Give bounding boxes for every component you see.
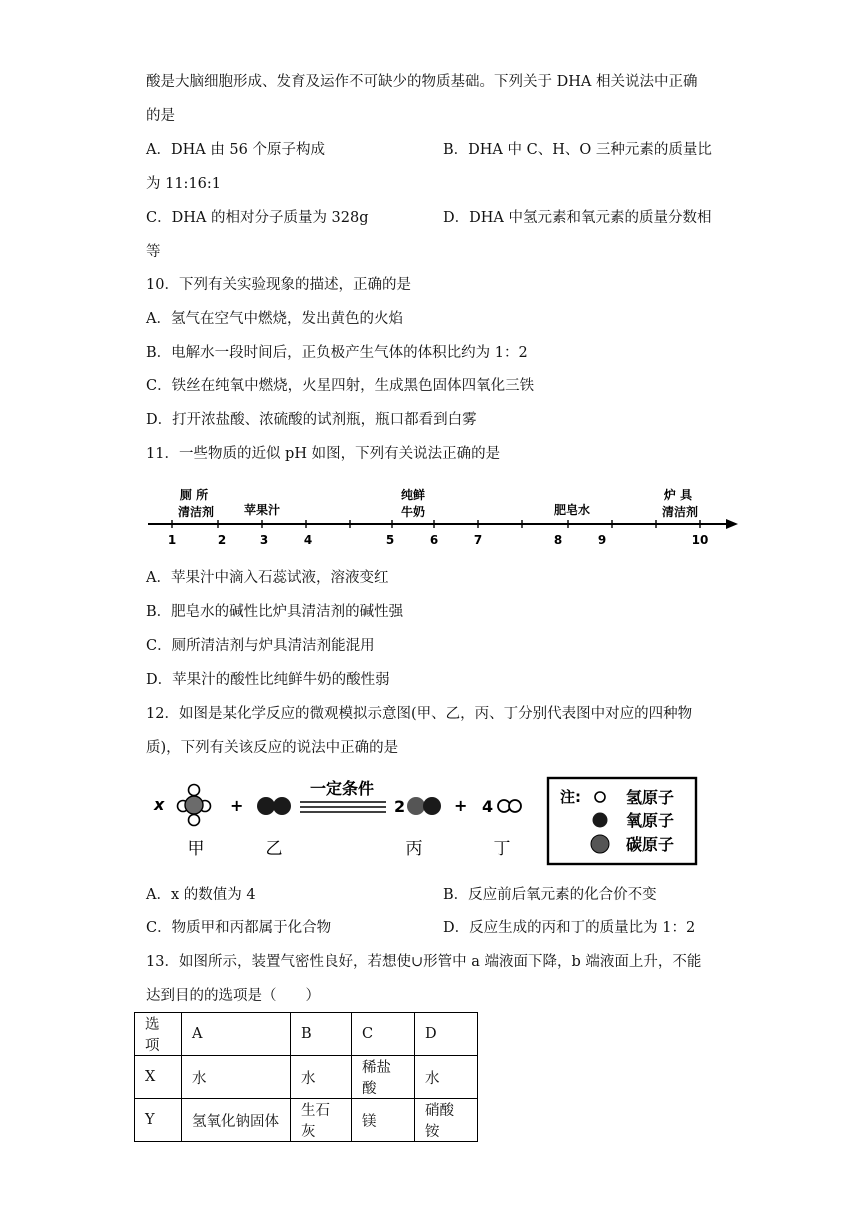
name-ding: 丁 — [493, 839, 511, 859]
ph-label-stove-1: 炉 具 — [663, 488, 693, 502]
table-cell: C — [352, 1013, 415, 1056]
table-cell: 镁 — [352, 1099, 415, 1142]
table-cell: 稀盐酸 — [352, 1056, 415, 1099]
q12-stem-line2: 质)，下列有关该反应的说法中正确的是 — [146, 740, 399, 756]
ph-tick-8: 8 — [553, 533, 563, 547]
coef-4: 4 — [482, 797, 494, 816]
q9-option-a: A．DHA 由 56 个原子构成 — [146, 142, 325, 158]
name-jia: 甲 — [187, 839, 205, 859]
q10-option-b: B．电解水一段时间后，正负极产生气体的体积比约为 1：2 — [146, 345, 528, 361]
q12-option-a: A．x 的数值为 4 — [146, 887, 256, 903]
ph-label-stove-2: 清洁剂 — [661, 505, 699, 519]
table-cell: A — [182, 1013, 291, 1056]
table-cell: 氢氧化钠固体 — [182, 1099, 291, 1142]
q9-option-d-cont: 等 — [146, 244, 161, 260]
legend-hydrogen-icon — [595, 792, 605, 802]
ph-tick-3: 3 — [259, 533, 269, 547]
reaction-arrow-lines — [300, 802, 386, 812]
q11-option-c: C．厕所清洁剂与炉具清洁剂能混用 — [146, 638, 375, 654]
q9-intro-line1: 酸是大脑细胞形成、发育及运作不可缺少的物质基础。下列关于 DHA 相关说法中正确 — [146, 74, 698, 90]
table-row — [135, 1056, 478, 1099]
q13-options-table — [134, 1012, 478, 1142]
table-cell: Y — [135, 1099, 182, 1142]
ph-label-toilet-1: 厕 所 — [179, 488, 209, 502]
q9-option-b-cont: 为 11:16:1 — [146, 176, 222, 192]
table-cell: 硝酸铵 — [415, 1099, 478, 1142]
legend-hydrogen: 氢原子 — [626, 788, 675, 807]
q9-option-b: B．DHA 中 C、H、O 三种元素的质量比 — [443, 142, 712, 158]
legend-oxygen: 氧原子 — [626, 811, 675, 830]
ph-tick-5: 5 — [385, 533, 395, 547]
table-cell: 水 — [291, 1056, 352, 1099]
q10-option-d: D．打开浓盐酸、浓硫酸的试剂瓶，瓶口都看到白雾 — [146, 412, 477, 428]
name-bing: 丙 — [405, 839, 423, 859]
ph-tick-9: 9 — [597, 533, 607, 547]
coef-x: x — [154, 795, 165, 814]
ph-tick-7: 7 — [473, 533, 483, 547]
q9-option-d: D．DHA 中氢元素和氧元素的质量分数相 — [443, 210, 712, 226]
ph-tick-10: 10 — [691, 533, 709, 547]
table-cell: B — [291, 1013, 352, 1056]
table-cell: 生石灰 — [291, 1099, 352, 1142]
q12-option-d: D．反应生成的丙和丁的质量比为 1：2 — [443, 920, 696, 936]
table-cell: D — [415, 1013, 478, 1056]
q13-stem-line2: 达到目的的选项是（ ） — [146, 988, 320, 1004]
table-row — [135, 1099, 478, 1142]
molecule-yi — [257, 797, 291, 815]
legend-oxygen-icon — [593, 813, 608, 828]
q13-stem-line1: 13．如图所示，装置气密性良好，若想使∪形管中 a 端液面下降，b 端液面上升，不能 — [146, 954, 702, 970]
q10-stem: 10．下列有关实验现象的描述，正确的是 — [146, 277, 411, 293]
q12-option-b: B．反应前后氧元素的化合价不变 — [443, 887, 657, 903]
legend-title: 注: — [560, 788, 581, 806]
table-row — [135, 1013, 478, 1056]
ph-label-milk-2: 牛奶 — [400, 505, 426, 519]
table-cell: 水 — [182, 1056, 291, 1099]
plus-1: + — [230, 796, 244, 815]
q10-option-c: C．铁丝在纯氧中燃烧，火星四射，生成黑色固体四氧化三铁 — [146, 378, 535, 394]
molecule-bing — [407, 797, 441, 815]
table-cell: 选项 — [135, 1013, 182, 1056]
legend-carbon: 碳原子 — [626, 835, 675, 854]
q12-option-c: C．物质甲和丙都属于化合物 — [146, 920, 332, 936]
reaction-condition: 一定条件 — [309, 779, 375, 798]
ph-tick-6: 6 — [429, 533, 439, 547]
molecule-ding — [498, 800, 521, 812]
ph-axis-arrow — [726, 519, 738, 529]
ph-label-apple: 苹果汁 — [243, 503, 281, 517]
ph-tick-4: 4 — [303, 533, 313, 547]
reaction-diagram — [140, 766, 704, 870]
q9-intro-line2: 的是 — [146, 108, 175, 124]
ph-label-soap: 肥皂水 — [553, 503, 591, 517]
plus-2: + — [454, 796, 468, 815]
ph-label-milk-1: 纯鲜 — [400, 488, 426, 502]
name-yi: 乙 — [265, 839, 283, 859]
ph-label-toilet-2: 清洁剂 — [177, 505, 215, 519]
q11-option-a: A．苹果汁中滴入石蕊试液，溶液变红 — [146, 570, 389, 586]
coef-2: 2 — [394, 797, 406, 816]
ph-scale-figure — [140, 484, 750, 550]
q11-stem: 11．一些物质的近似 pH 如图，下列有关说法正确的是 — [146, 446, 501, 462]
q11-option-d: D．苹果汁的酸性比纯鲜牛奶的酸性弱 — [146, 672, 390, 688]
legend-carbon-icon — [591, 835, 609, 853]
molecule-jia — [178, 785, 211, 826]
legend-box — [548, 778, 696, 864]
q11-option-b: B．肥皂水的碱性比炉具清洁剂的碱性强 — [146, 604, 404, 620]
ph-tick-1: 1 — [167, 533, 177, 547]
q10-option-a: A．氢气在空气中燃烧，发出黄色的火焰 — [146, 311, 403, 327]
q12-stem-line1: 12．如图是某化学反应的微观模拟示意图(甲、乙，丙、丁分别代表图中对应的四种物 — [146, 706, 693, 722]
table-cell: X — [135, 1056, 182, 1099]
table-cell: 水 — [415, 1056, 478, 1099]
q9-option-c: C．DHA 的相对分子质量为 328g — [146, 210, 369, 226]
ph-tick-2: 2 — [217, 533, 227, 547]
